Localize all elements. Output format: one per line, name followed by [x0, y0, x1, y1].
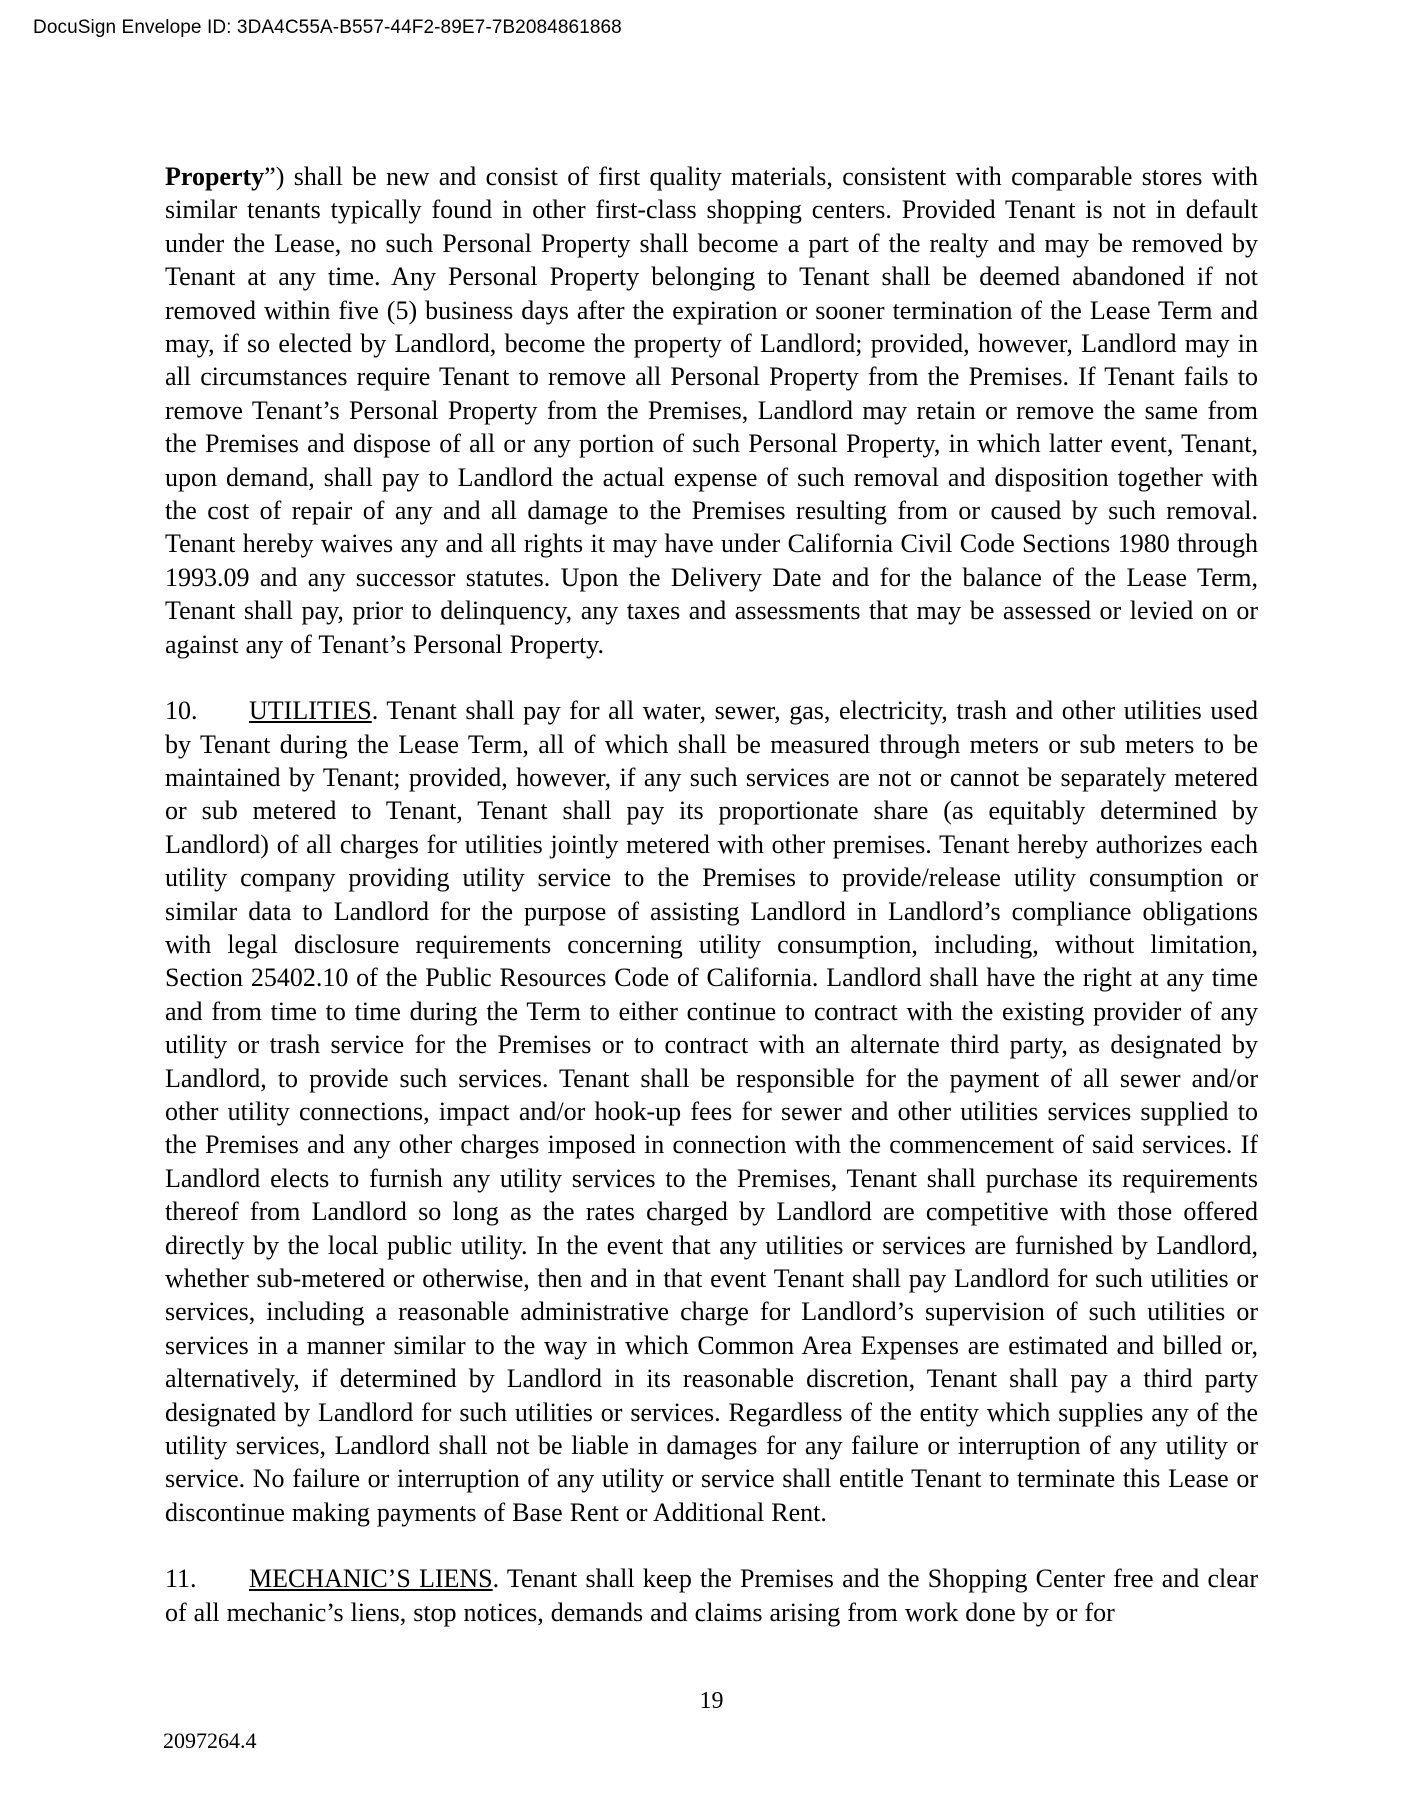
section-mechanics-liens-heading: MECHANIC’S LIENS [249, 1564, 493, 1594]
section-utilities [165, 694, 1258, 1529]
page-number: 19 [699, 1688, 724, 1714]
section-utilities-number: 10. [165, 696, 198, 726]
section-mechanics-liens [165, 1562, 1258, 1629]
paragraph-personal-property [165, 160, 1258, 661]
section-utilities-heading: UTILITIES [249, 696, 372, 726]
document-control-number: 2097264.4 [163, 1728, 257, 1753]
document-body [165, 160, 1258, 1629]
paragraph-text: ”) shall be new and consist of first quality materials, consistent with comparable stores with similar tenants typically found in other first-class shopping centers. Provided Tenant is not in default under the Lease, no such Personal Property shall become a part of the realty and may be removed by Tenant at any time. Any Personal Property belonging to Tenant shall be deemed abandoned if not removed within five (5) business days after the expiration or sooner termination of the Lease Term and may, if so elected by Landlord, become the property of Landlord; provided, however, Landlord may in all circumstances require Tenant to remove all Personal Property from the Premises. If Tenant fails to remove Tenant’s Personal Property from the Premises, Landlord may retain or remove the same from the Premises and dispose of all or any portion of such Personal Property, in which latter event, Tenant, upon demand, shall pay to Landlord the actual expense of such removal and disposition together with the cost of repair of any and all damage to the Premises resulting from or caused by such removal. Tenant hereby waives any and all rights it may have under California Civil Code Sections 1980 through 1993.09 and any successor statutes. Upon the Delivery Date and for the balance of the Lease Term, Tenant shall pay, prior to delinquency, any taxes and assessments that may be assessed or levied on or against any of Tenant’s Personal Property. [165, 162, 1258, 659]
section-mechanics-liens-body: . Tenant shall keep the Premises and the Shopping Center free and clear of all mechanic’s liens, stop notices, demands and claims arising from work done by or for [165, 1564, 1258, 1627]
docusign-envelope-id: DocuSign Envelope ID: 3DA4C55A-B557-44F2-89E7-7B2084861868 [33, 17, 622, 38]
section-utilities-body: . Tenant shall pay for all water, sewer, gas, electricity, trash and other utilities used by Tenant during the Lease Term, all of which shall be measured through meters or sub meters to be maintained by Tenant; provided, however, if any such services are not or cannot be separately metered or sub metered to Tenant, Tenant shall pay its proportionate share (as equitably determined by Landlord) of all charges for utilities jointly metered with other premises. Tenant hereby authorizes each utility company providing utility service to the Premises to provide/release utility consumption or similar data to Landlord for the purpose of assisting Landlord in Landlord’s compliance obligations with legal disclosure requirements concerning utility consumption, including, without limitation, Section 25402.10 of the Public Resources Code of California. Landlord shall have the right at any time and from time to time during the Term to either continue to contract with the existing provider of any utility or trash service for the Premises or to contract with an alternate third party, as designated by Landlord, to provide such services. Tenant shall be responsible for the payment of all sewer and/or other utility connections, impact and/or hook-up fees for sewer and other utilities services supplied to the Premises and any other charges imposed in connection with the commencement of said services. If Landlord elects to furnish any utility services to the Premises, Tenant shall purchase its requirements thereof from Landlord so long as the rates charged by Landlord are competitive with those offered directly by the local public utility. In the event that any utilities or services are furnished by Landlord, whether sub-metered or otherwise, then and in that event Tenant shall pay Landlord for such utilities or services, including a reasonable administrative charge for Landlord’s supervision of such utilities or services in a manner similar to the way in which Common Area Expenses are estimated and billed or, alternatively, if determined by Landlord in its reasonable discretion, Tenant shall pay a third party designated by Landlord for such utilities or services. Regardless of the entity which supplies any of the utility services, Landlord shall not be liable in damages for any failure or interruption of any utility or service. No failure or interruption of any utility or service shall entitle Tenant to terminate this Lease or discontinue making payments of Base Rent or Additional Rent. [165, 696, 1258, 1527]
paragraph-bold-lead: Property [165, 162, 265, 191]
section-mechanics-liens-number: 11. [165, 1564, 197, 1594]
